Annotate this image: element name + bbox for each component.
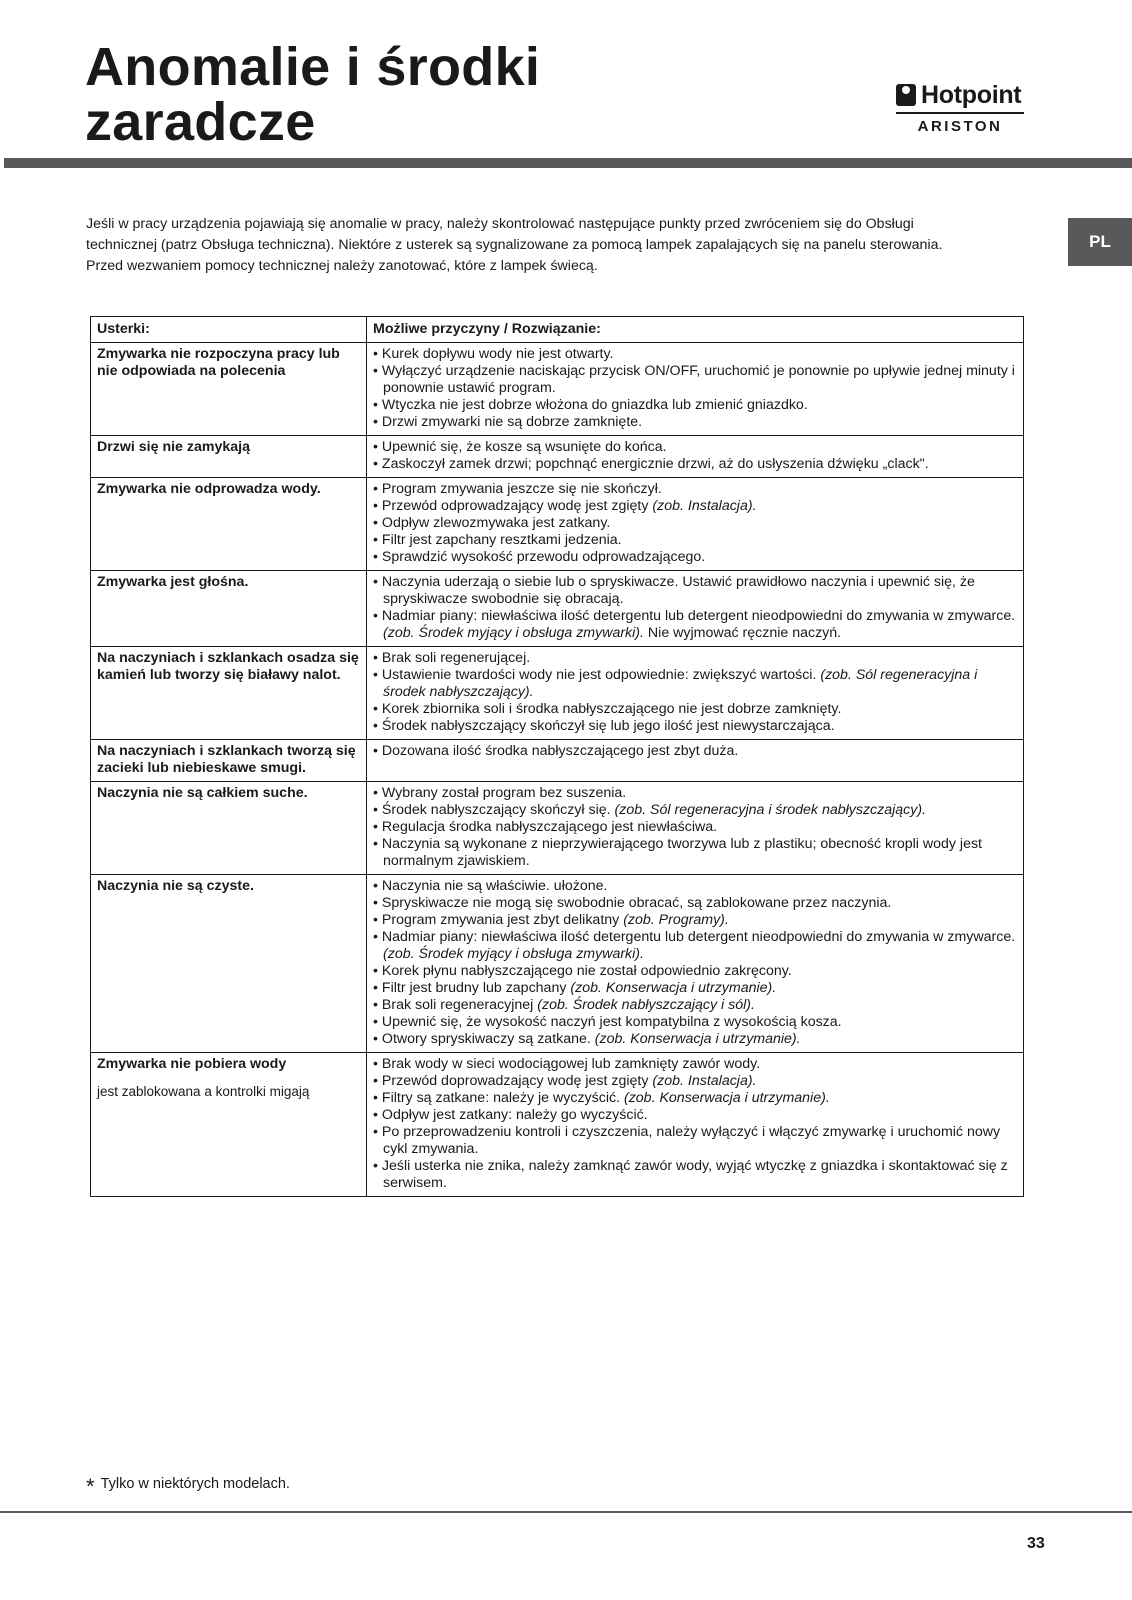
solution-text: • Drzwi zmywarki nie są dobrze zamknięte. [373, 414, 643, 430]
solution-cell [367, 1053, 1024, 1197]
solution-text: • Wyłączyć urządzenie naciskając przycisk ON/OFF, uruchomić je ponownie po upływie jednej minuty i ponownie ustawić program. [373, 363, 1015, 396]
solution-text: • Naczynia uderzają o siebie lub o spryskiwacze. Ustawić prawidłowo naczynia i upewnić się, że spryskiwacze swobodnie się obracają. [373, 574, 975, 607]
solution-reference: (zob. Konserwacja i utrzymanie). [570, 980, 777, 996]
solution-text: • Filtr jest brudny lub zapchany [373, 980, 567, 996]
solution-reference: (zob. Sól regeneracyjna i środek nabłyszczający). [614, 802, 927, 818]
solution-text: • Odpływ jest zatkany: należy go wyczyścić. [373, 1107, 648, 1123]
logo-sub-text: ARISTON [917, 118, 1003, 135]
header-fault: Usterki: [91, 317, 367, 343]
solution-reference: (zob. Programy). [623, 912, 729, 928]
solution-item [373, 439, 1017, 456]
solution-text: • Naczynia nie są właściwie. ułożone. [373, 878, 608, 894]
solution-text: • Filtry są zatkane: należy je wyczyścić. [373, 1090, 621, 1106]
table-row [91, 782, 1024, 875]
solution-text: • Dozowana ilość środka nabłyszczającego jest zbyt duża. [373, 743, 739, 759]
fault-title: Zmywarka jest głośna. [97, 574, 249, 590]
solution-text: • Nadmiar piany: niewłaściwa ilość detergentu lub detergent nieodpowiedni do zmywania w zmywarce. [373, 929, 1016, 945]
brand-logo [896, 82, 1028, 135]
solution-item [373, 963, 1017, 980]
solution-text: • Przewód odprowadzający wodę jest zgięty [373, 498, 649, 514]
fault-title: Naczynia nie są całkiem suche. [97, 785, 308, 801]
solution-item [373, 785, 1017, 802]
header-divider-bar [4, 158, 1132, 168]
footnote [86, 1474, 290, 1500]
solution-text: • Kurek dopływu wody nie jest otwarty. [373, 346, 614, 362]
solution-reference: (zob. Sól regeneracyjna i środek nabłyszczający). [383, 667, 978, 700]
intro-line: technicznej (patrz Obsługa techniczna). Niektóre z usterek są sygnalizowane za pomocą lampek zapalających się na panelu sterowania. [86, 237, 943, 253]
solution-item [373, 414, 1017, 431]
solution-item [373, 701, 1017, 718]
solution-text: • Przewód doprowadzający wodę jest zgięty [373, 1073, 649, 1089]
solution-reference: (zob. Środek nabłyszczający i sól). [537, 997, 755, 1013]
solution-text: • Korek zbiornika soli i środka nabłyszczającego nie jest dobrze zamknięty. [373, 701, 842, 717]
solution-item [373, 1107, 1017, 1124]
solution-text: • Program zmywania jest zbyt delikatny [373, 912, 620, 928]
solution-item [373, 574, 1017, 608]
table-row [91, 647, 1024, 740]
table-row [91, 571, 1024, 647]
solution-text: • Nadmiar piany: niewłaściwa ilość detergentu lub detergent nieodpowiedni do zmywania w zmywarce. [373, 608, 1016, 624]
page-title-line-1: Anomalie i środki [85, 37, 541, 97]
fault-cell [91, 343, 367, 436]
solution-item [373, 549, 1017, 566]
solution-reference: (zob. Środek myjący i obsługa zmywarki). [383, 946, 644, 962]
table-row [91, 478, 1024, 571]
page-title-line-2: zaradcze [85, 92, 316, 152]
solution-text: • Filtr jest zapchany resztkami jedzenia. [373, 532, 622, 548]
fault-title: Drzwi się nie zamykają [97, 439, 250, 455]
logo-divider [896, 112, 1024, 114]
language-tab: PL [1068, 218, 1132, 266]
intro-line: Przed wezwaniem pomocy technicznej należy zanotować, które z lampek świecą. [86, 258, 598, 274]
solution-item [373, 650, 1017, 667]
solution-cell [367, 571, 1024, 647]
solution-reference: (zob. Konserwacja i utrzymanie). [594, 1031, 801, 1047]
solution-text: • Korek płynu nabłyszczającego nie został odpowiednio zakręcony. [373, 963, 792, 979]
solution-text: • Wybrany został program bez suszenia. [373, 785, 627, 801]
fault-note: jest zablokowana a kontrolki migają [97, 1084, 310, 1099]
fault-title: Na naczyniach i szklankach osadza się kamień lub tworzy się białawy nalot. [97, 650, 359, 683]
troubleshooting-table [90, 316, 1024, 1197]
table-row [91, 343, 1024, 436]
solution-item [373, 997, 1017, 1014]
solution-reference: (zob. Instalacja). [652, 498, 757, 514]
fault-title: Na naczyniach i szklankach tworzą się zacieki lub niebieskawe smugi. [97, 743, 356, 776]
fault-cell [91, 875, 367, 1053]
solution-item [373, 532, 1017, 549]
solution-item [373, 608, 1017, 642]
fault-title: Zmywarka nie rozpoczyna pracy lub nie odpowiada na polecenia [97, 346, 340, 379]
solution-item [373, 836, 1017, 870]
solution-text: • Jeśli usterka nie znika, należy zamknąć zawór wody, wyjąć wtyczkę z gniazdka i skontaktować się z serwisem. [373, 1158, 1008, 1191]
solution-cell [367, 782, 1024, 875]
solution-text: • Naczynia są wykonane z nieprzywierającego tworzywa lub z plastiku; obecność kropli wody jest normalnym zjawiskiem. [373, 836, 983, 869]
solution-text: • Ustawienie twardości wody nie jest odpowiednie: zwiększyć wartości. [373, 667, 817, 683]
solution-text: • Odpływ zlewozmywaka jest zatkany. [373, 515, 611, 531]
table-row [91, 740, 1024, 782]
fault-cell [91, 740, 367, 782]
logo-brand-text: Hotpoint [921, 81, 1022, 109]
solution-cell [367, 740, 1024, 782]
solution-item [373, 929, 1017, 963]
page-title [85, 37, 785, 152]
solution-item [373, 802, 1017, 819]
intro-line: Jeśli w pracy urządzenia pojawiają się anomalie w pracy, należy skontrolować następujące punkty przed zwróceniem się do Obsługi [86, 216, 914, 232]
solution-text: • Upewnić się, że wysokość naczyń jest kompatybilna z wysokością kosza. [373, 1014, 842, 1030]
solution-item [373, 819, 1017, 836]
solution-text: • Otwory spryskiwaczy są zatkane. [373, 1031, 591, 1047]
fault-cell [91, 782, 367, 875]
solution-item [373, 363, 1017, 397]
solution-item [373, 1056, 1017, 1073]
solution-item [373, 456, 1017, 473]
solution-text: • Regulacja środka nabłyszczającego jest niewłaściwa. [373, 819, 718, 835]
solution-text: • Środek nabłyszczający skończył się. [373, 802, 611, 818]
solution-item [373, 1090, 1017, 1107]
solution-cell [367, 436, 1024, 478]
solution-text: • Sprawdzić wysokość przewodu odprowadzającego. [373, 549, 706, 565]
solution-item [373, 1158, 1017, 1192]
solution-text: • Środek nabłyszczający skończył się lub jego ilość jest niewystarczająca. [373, 718, 835, 734]
solution-text: • Zaskoczył zamek drzwi; popchnąć energicznie drzwi, aż do usłyszenia dźwięku „clack". [373, 456, 929, 472]
table-body [91, 343, 1024, 1197]
fault-cell [91, 571, 367, 647]
solution-item [373, 980, 1017, 997]
footnote-asterisk: * [86, 1474, 95, 1499]
solution-reference: (zob. Instalacja). [652, 1073, 757, 1089]
solution-item [373, 1124, 1017, 1158]
solution-cell [367, 647, 1024, 740]
solution-reference: (zob. Konserwacja i utrzymanie). [623, 1090, 830, 1106]
solution-item [373, 498, 1017, 515]
solution-item [373, 346, 1017, 363]
solution-text: • Brak soli regenerującej. [373, 650, 531, 666]
solution-item [373, 667, 1017, 701]
solution-item [373, 878, 1017, 895]
solution-cell [367, 875, 1024, 1053]
solution-item [373, 481, 1017, 498]
table-row [91, 875, 1024, 1053]
solution-item [373, 397, 1017, 414]
solution-item [373, 1073, 1017, 1090]
footnote-text: Tylko w niektórych modelach. [100, 1476, 290, 1492]
solution-text: • Brak soli regeneracyjnej [373, 997, 534, 1013]
table-row [91, 436, 1024, 478]
solution-item [373, 743, 1017, 760]
solution-reference: (zob. Środek myjący i obsługa zmywarki). [383, 625, 644, 641]
fault-title: Naczynia nie są czyste. [97, 878, 254, 894]
solution-text: • Wtyczka nie jest dobrze włożona do gniazdka lub zmienić gniazdko. [373, 397, 808, 413]
solution-item [373, 1031, 1017, 1048]
fault-cell [91, 436, 367, 478]
solution-item [373, 1014, 1017, 1031]
solution-cell [367, 478, 1024, 571]
intro-paragraph [86, 214, 1036, 277]
fault-cell [91, 1053, 367, 1197]
solution-cell [367, 343, 1024, 436]
solution-text: • Po przeprowadzeniu kontroli i czyszczenia, należy wyłączyć i włączyć zmywarkę i uruchomić nowy cykl zmywania. [373, 1124, 1001, 1157]
fault-title: Zmywarka nie odprowadza wody. [97, 481, 321, 497]
solution-item [373, 912, 1017, 929]
solution-text: • Upewnić się, że kosze są wsunięte do końca. [373, 439, 667, 455]
hotpoint-logo-icon [896, 84, 916, 106]
table-row [91, 1053, 1024, 1197]
fault-cell [91, 478, 367, 571]
solution-text: • Program zmywania jeszcze się nie skończył. [373, 481, 662, 497]
fault-title: Zmywarka nie pobiera wody [97, 1056, 287, 1072]
solution-text: • Spryskiwacze nie mogą się swobodnie obracać, są zablokowane przez naczynia. [373, 895, 892, 911]
solution-item [373, 895, 1017, 912]
solution-text: • Brak wody w sieci wodociągowej lub zamknięty zawór wody. [373, 1056, 761, 1072]
solution-item [373, 515, 1017, 532]
header-solution: Możliwe przyczyny / Rozwiązanie: [367, 317, 1024, 343]
fault-cell [91, 647, 367, 740]
table-header-row [91, 317, 1024, 343]
solution-tail: Nie wyjmować ręcznie naczyń. [643, 625, 842, 641]
page-number: 33 [1027, 1535, 1045, 1552]
solution-item [373, 718, 1017, 735]
footer-divider [0, 1511, 1132, 1513]
